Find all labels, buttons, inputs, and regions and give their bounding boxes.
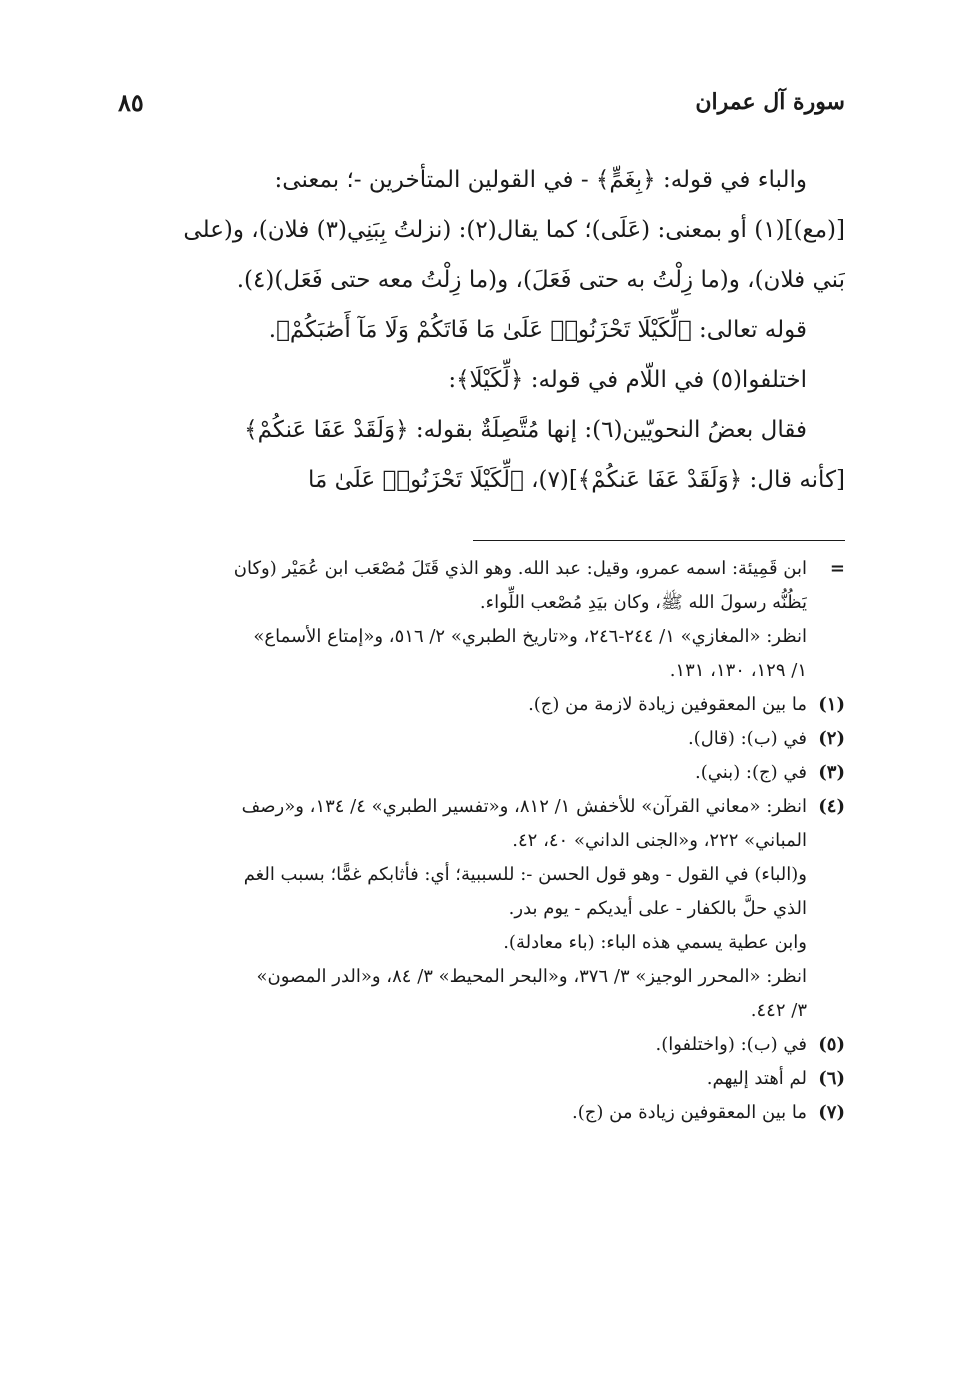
text-line: [كأنه قال: ﴿وَلَقَدْ عَفَا عَنكُمْ﴾](٧)، ﴿لِّكَيْلَا تَحْزَنُوا۟ عَلَىٰ مَا (308, 467, 845, 493)
footnote-line: في (ب): (واختلفوا). (655, 1034, 807, 1055)
footnote-line: المباني» ٢٢٢، و«الجنى الداني» ٤٠، ٤٢. (512, 830, 807, 851)
footnote-line: يَظُنُّه رسولَ الله ﷺ، وكان بيَدِ مُصْعب اللِّواء. (479, 592, 807, 613)
text-line: والباء في قوله: ﴿بِغَمٍّ﴾ - في القولين المتأخرين -؛ بمعنى: (274, 167, 807, 193)
running-title: سورة آل عمران (695, 89, 845, 115)
footnote-6 (118, 1062, 845, 1096)
page-header (118, 80, 845, 124)
footnote-divider (473, 540, 845, 541)
footnote-line: وابن عطية يسمي هذه الباء: (باء معادلة). (503, 932, 807, 953)
text-line: بَني فلان)، و(ما زِلْتُ به حتى فَعَلَ)، و(ما زِلْتُ معه حتى فَعَل)(٤). (236, 267, 845, 293)
footnote-body (118, 688, 807, 722)
footnote-line: في (ج): (بني). (695, 762, 807, 783)
footnote-line: في (ب): (قال). (687, 728, 807, 749)
footnote-line: ابن قَمِيئة: اسمه عمرو، وقيل: عبد الله. وهو الذي قَتَلَ مُصْعَب ابن عُمَيْر (وكان (233, 558, 807, 579)
footnote-body (118, 1028, 807, 1062)
footnote-line: ١/ ١٢٩، ١٣٠، ١٣١. (669, 660, 807, 681)
footnote-mark: (٧) (818, 1102, 845, 1123)
text-line: اختلفوا(٥) في اللّام في قوله: ﴿لِّكَيْلَا﴾: (448, 367, 807, 393)
text-line: فقال بعضُ النحويّين(٦): إنها مُتَّصِلَةٌ بقوله: ﴿وَلَقَدْ عَفَا عَنكُمْ﴾ (244, 417, 807, 443)
footnote-body (118, 790, 807, 1028)
footnote-body (118, 722, 807, 756)
footnote-continued (118, 552, 845, 688)
footnote-mark: (٤) (818, 796, 845, 817)
footnotes (118, 552, 845, 1130)
footnote-line: الذي حلَّ بالكفار - على أيديكم - يوم بدر. (508, 898, 807, 919)
footnote-mark: (١) (818, 694, 845, 715)
footnote-line: لم أهتد إليهم. (706, 1068, 807, 1089)
footnote-mark: (٣) (818, 762, 845, 783)
page-number: ٨٥ (118, 87, 144, 117)
footnote-mark: = (829, 558, 845, 579)
footnote-line: انظر: «المحرر الوجيز» ٣/ ٣٧٦، و«البحر المحيط» ٣/ ٨٤، و«الدر المصون» (256, 966, 807, 987)
footnote-1 (118, 688, 845, 722)
footnote-body (118, 1062, 807, 1096)
footnote-5 (118, 1028, 845, 1062)
footnote-line: انظر: «المغازي» ١/ ٢٤٤-٢٤٦، و«تاريخ الطبري» ٢/ ٥١٦، و«إمتاع الأسماع» (253, 626, 807, 647)
footnote-body (118, 552, 807, 688)
footnote-mark: (٢) (818, 728, 845, 749)
footnote-line: انظر: «معاني القرآن» للأخفش ١/ ٨١٢، و«تفسير الطبري» ٤/ ١٣٤، و«رصف (241, 796, 807, 817)
footnote-mark: (٦) (818, 1068, 845, 1089)
footnote-line: ما بين المعقوفين زيادة من (ج). (572, 1102, 807, 1123)
footnote-line: ٣/ ٤٤٢. (750, 1000, 807, 1021)
footnote-4 (118, 790, 845, 1028)
footnote-body (118, 1096, 807, 1130)
footnote-mark: (٥) (818, 1034, 845, 1055)
text-line: [(مع)](١) أو بمعنى: (عَلَى)؛ كما يقال(٢): (نزلتُ بِبَنِي(٣) فلان)، و(على (183, 217, 845, 243)
text-line: قوله تعالى: ﴿لِّكَيْلَا تَحْزَنُوا۟ عَلَىٰ مَا فَاتَكُمْ وَلَا مَآ أَصَٰبَكُمْ﴾. (268, 317, 807, 343)
footnote-2 (118, 722, 845, 756)
main-text (118, 155, 845, 505)
footnote-7 (118, 1096, 845, 1130)
footnote-line: ما بين المعقوفين زيادة لازمة من (ج). (528, 694, 807, 715)
footnote-line: و(الباء) في القول - وهو قول الحسن -: للسببية؛ أي: فأثابكم غمًّا؛ بسبب الغم (243, 864, 807, 885)
footnote-body (118, 756, 807, 790)
footnote-3 (118, 756, 845, 790)
